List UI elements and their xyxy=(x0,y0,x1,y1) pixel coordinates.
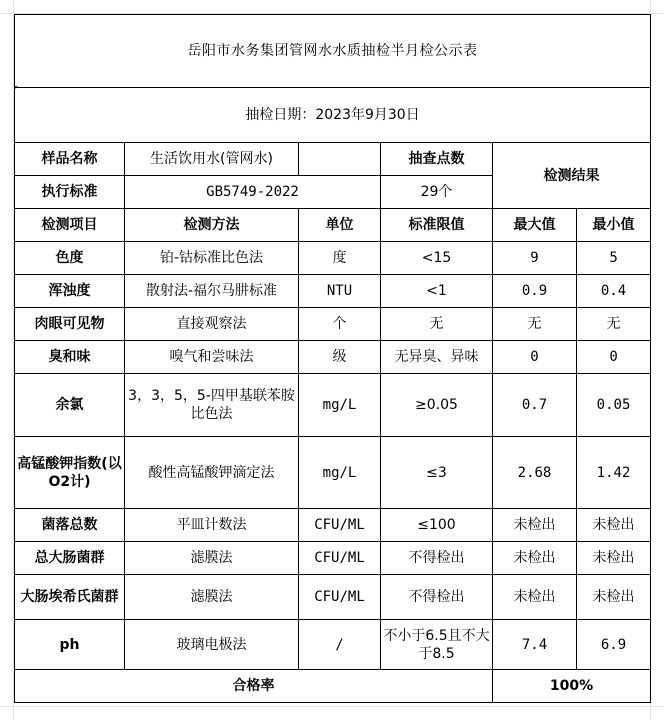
standard-value[interactable]: GB5749-2022 xyxy=(125,176,381,209)
row-unit[interactable]: 级 xyxy=(299,341,381,374)
col-header-max[interactable]: 最大值 xyxy=(493,209,577,242)
sample-name-value[interactable]: 生活饮用水(管网水) xyxy=(125,143,299,176)
row-limit[interactable]: ≥0.05 xyxy=(381,374,493,437)
row-min[interactable]: 未检出 xyxy=(577,575,651,620)
gridline xyxy=(0,706,664,707)
report-title[interactable]: 岳阳市水务集团管网水水质抽检半月检公示表 xyxy=(15,15,651,88)
row-method[interactable]: 玻璃电极法 xyxy=(125,620,299,670)
water-quality-report-table xyxy=(14,14,651,703)
row-min[interactable]: 未检出 xyxy=(577,542,651,575)
col-header-item[interactable]: 检测项目 xyxy=(15,209,125,242)
result-label[interactable]: 检测结果 xyxy=(493,143,651,209)
table-row xyxy=(15,374,651,437)
row-limit[interactable]: ≤100 xyxy=(381,509,493,542)
row-limit[interactable]: 不得检出 xyxy=(381,575,493,620)
table-row xyxy=(15,341,651,374)
table-row xyxy=(15,437,651,509)
inspection-date[interactable]: 抽检日期：2023年9月30日 xyxy=(15,88,651,143)
row-unit[interactable]: CFU/ML xyxy=(299,542,381,575)
row-method[interactable]: 平皿计数法 xyxy=(125,509,299,542)
table-row xyxy=(15,308,651,341)
row-unit[interactable]: 个 xyxy=(299,308,381,341)
row-max[interactable]: 7.4 xyxy=(493,620,577,670)
row-unit[interactable]: NTU xyxy=(299,275,381,308)
row-min[interactable]: 无 xyxy=(577,308,651,341)
row-method[interactable]: 铂-钴标准比色法 xyxy=(125,242,299,275)
standard-label[interactable]: 执行标准 xyxy=(15,176,125,209)
row-min[interactable]: 0.4 xyxy=(577,275,651,308)
row-item[interactable]: 臭和味 xyxy=(15,341,125,374)
row-item[interactable]: 色度 xyxy=(15,242,125,275)
sample-name-label[interactable]: 样品名称 xyxy=(15,143,125,176)
row-limit[interactable]: 无异臭、异味 xyxy=(381,341,493,374)
row-unit[interactable]: 度 xyxy=(299,242,381,275)
row-min[interactable]: 6.9 xyxy=(577,620,651,670)
row-item[interactable]: 总大肠菌群 xyxy=(15,542,125,575)
row-method[interactable]: 3，3，5，5-四甲基联苯胺比色法 xyxy=(125,374,299,437)
row-min[interactable]: 5 xyxy=(577,242,651,275)
table-row xyxy=(15,242,651,275)
row-method[interactable]: 滤膜法 xyxy=(125,542,299,575)
table-row xyxy=(15,509,651,542)
row-unit[interactable]: mg/L xyxy=(299,374,381,437)
row-max[interactable]: 无 xyxy=(493,308,577,341)
row-max[interactable]: 未检出 xyxy=(493,575,577,620)
row-item[interactable]: 浑浊度 xyxy=(15,275,125,308)
row-unit[interactable]: CFU/ML xyxy=(299,509,381,542)
row-max[interactable]: 0.7 xyxy=(493,374,577,437)
row-unit[interactable]: CFU/ML xyxy=(299,575,381,620)
row-limit[interactable]: 无 xyxy=(381,308,493,341)
table-row xyxy=(15,575,651,620)
row-item[interactable]: 余氯 xyxy=(15,374,125,437)
col-header-unit[interactable]: 单位 xyxy=(299,209,381,242)
row-limit[interactable]: <1 xyxy=(381,275,493,308)
row-unit[interactable]: / xyxy=(299,620,381,670)
row-item[interactable]: 高锰酸钾指数(以O2计) xyxy=(15,437,125,509)
row-item[interactable]: 肉眼可见物 xyxy=(15,308,125,341)
row-limit[interactable]: <15 xyxy=(381,242,493,275)
row-min[interactable]: 0.05 xyxy=(577,374,651,437)
row-item[interactable]: 菌落总数 xyxy=(15,509,125,542)
row-method[interactable]: 滤膜法 xyxy=(125,575,299,620)
sampling-points-label[interactable]: 抽查点数 xyxy=(381,143,493,176)
table-row xyxy=(15,542,651,575)
spacer-cell[interactable] xyxy=(299,143,381,176)
row-item[interactable]: 大肠埃希氏菌群 xyxy=(15,575,125,620)
pass-rate-value[interactable]: 100% xyxy=(493,670,651,703)
row-max[interactable]: 未检出 xyxy=(493,542,577,575)
col-header-min[interactable]: 最小值 xyxy=(577,209,651,242)
row-min[interactable]: 未检出 xyxy=(577,509,651,542)
row-item[interactable]: ph xyxy=(15,620,125,670)
col-header-limit[interactable]: 标准限值 xyxy=(381,209,493,242)
pass-rate-label[interactable]: 合格率 xyxy=(15,670,493,703)
row-min[interactable]: 0 xyxy=(577,341,651,374)
sampling-points-value[interactable]: 29个 xyxy=(381,176,493,209)
row-limit[interactable]: ≤3 xyxy=(381,437,493,509)
row-method[interactable]: 散射法-福尔马肼标准 xyxy=(125,275,299,308)
row-unit[interactable]: mg/L xyxy=(299,437,381,509)
row-max[interactable]: 0.9 xyxy=(493,275,577,308)
row-method[interactable]: 酸性高锰酸钾滴定法 xyxy=(125,437,299,509)
row-max[interactable]: 未检出 xyxy=(493,509,577,542)
row-max[interactable]: 9 xyxy=(493,242,577,275)
table-row xyxy=(15,275,651,308)
row-max[interactable]: 0 xyxy=(493,341,577,374)
row-limit[interactable]: 不得检出 xyxy=(381,542,493,575)
row-method[interactable]: 直接观察法 xyxy=(125,308,299,341)
row-max[interactable]: 2.68 xyxy=(493,437,577,509)
col-header-method[interactable]: 检测方法 xyxy=(125,209,299,242)
row-limit[interactable]: 不小于6.5且不大于8.5 xyxy=(381,620,493,670)
table-row xyxy=(15,620,651,670)
row-min[interactable]: 1.42 xyxy=(577,437,651,509)
row-method[interactable]: 嗅气和尝味法 xyxy=(125,341,299,374)
